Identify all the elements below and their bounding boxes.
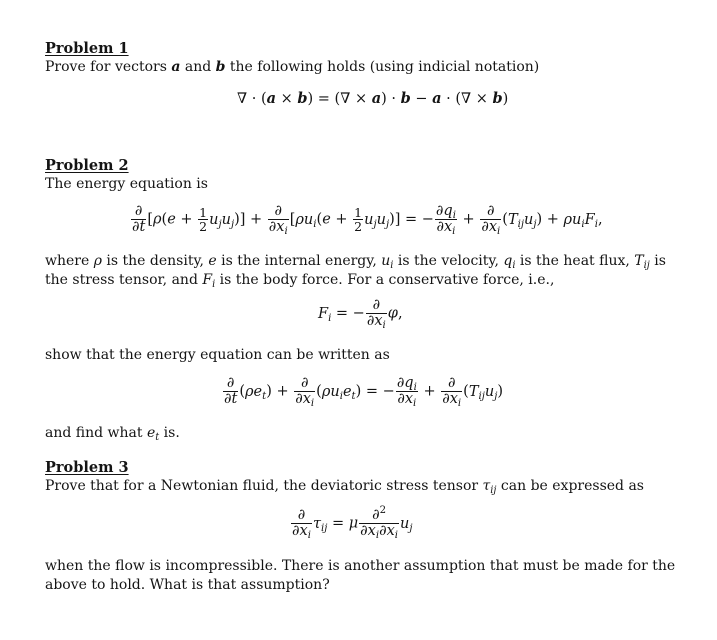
- problem-1-title: Problem 1: [45, 40, 129, 57]
- problem-1-equation: ∇ · (a × b) = (∇ × a) · b − a · (∇ × b): [237, 90, 509, 107]
- vector-a: a: [171, 59, 181, 75]
- problem-3-closing: when the flow is incompressible. There is another assumption that must be made for the above to hold. What is that assumption?: [45, 558, 676, 593]
- problem-2-definitions: where ρ is the density, e is the internal energy, $u_i$ is the velocity, $q_i$ is the heat flux, $T_{ij}$ is the stress tensor, and $F_i$ is the body force. For a conservative force, i.e.,: [45, 253, 666, 290]
- problem-2-show-text: show that the energy equation can be written as: [45, 347, 390, 363]
- conservative-force-equation: $F_i$ = − $\frac{\partial}{\partial x_i}$ φ,: [318, 297, 403, 331]
- newtonian-stress-equation: $\frac{\partial}{\partial x_i}$ $\tau_{ij} = \mu$ $\frac{\partial^2}{\partial x_i\partial x_i}$ $u_j$: [292, 505, 413, 541]
- problem-1-statement: Prove for vectors a and b the following holds (using indicial notation): [45, 59, 540, 75]
- problem-2-find-text: and find what $e_t$ is.: [45, 425, 180, 443]
- problem-3-statement: Prove that for a Newtonian fluid, the deviatoric stress tensor $\tau_{ij}$ can be expressed as: [45, 478, 644, 496]
- vector-b: b: [215, 59, 226, 75]
- problem-3-title: Problem 3: [45, 459, 129, 476]
- reduced-energy-equation: $\frac{\partial}{\partial t}$ $(\rho e_t)$ + $\frac{\partial}{\partial x_i}$ $(\rho u_ie_t)$ = − $\frac{\partial q_i}{\partial x_i}$ + $\frac{\partial}{\partial x_i}$ $(T_{ij}u_j)$: [224, 375, 504, 409]
- problem-2-intro: The energy equation is: [45, 176, 208, 192]
- energy-equation: $\frac{\partial}{\partial t}$ [ρ(e + $\frac{1}{2}$ $u_ju_j$)] + $\frac{\partial}{\partial x_i}$ [$\rho u_i(e$ + $\frac{1}{2}$ $u_ju_j$)] = − $\frac{\partial q_i}{\partial x_i}$ + $\frac{\partial}{\partial x_i}$ $(T_{ij}u_j) + \rho u_iF_i$,: [132, 203, 603, 237]
- problem-2-title: Problem 2: [45, 157, 129, 174]
